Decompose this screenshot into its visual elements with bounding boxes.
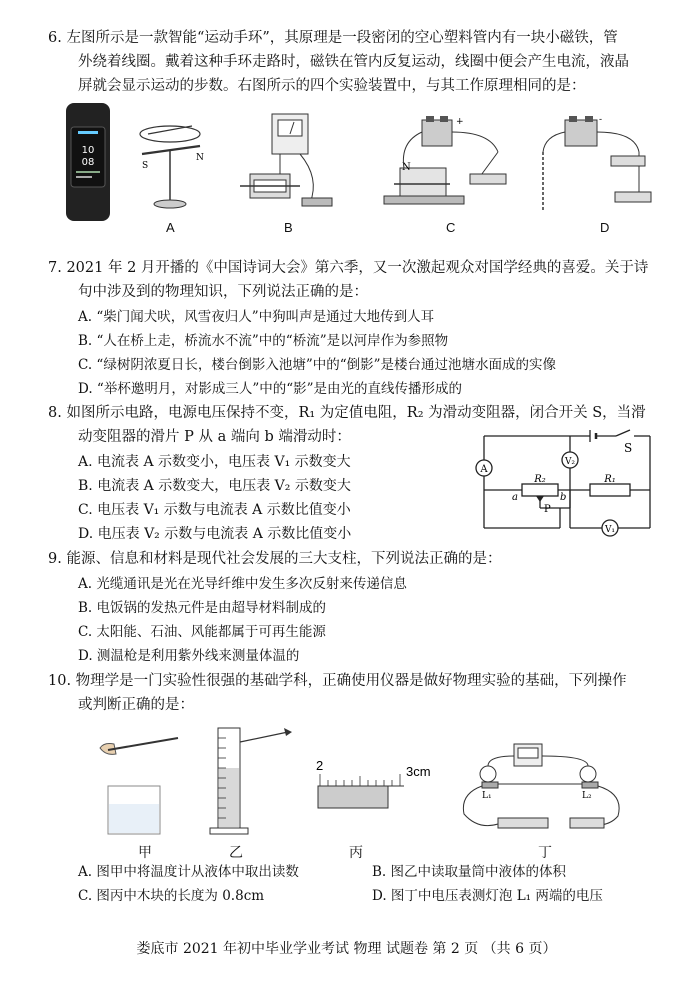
ruler-right-label: 3cm [406, 764, 431, 779]
q10-figure-label-bing: 丙 [349, 845, 363, 861]
q10-figure-bing-ruler [310, 756, 440, 816]
q9-option-a: A. 光缆通讯是光在光导纤维中发生多次反射来传递信息 [78, 576, 407, 592]
ammeter-label: A [480, 464, 488, 475]
band-time-hours: 10 [81, 145, 95, 156]
q8-option-b: B. 电流表 A 示数变大，电压表 V₂ 示数变大 [78, 478, 351, 494]
q10-option-c: C. 图丙中木块的长度为 0.8cm [78, 888, 265, 904]
q10-option-b: B. 图乙中读取量筒中液体的体积 [372, 864, 567, 880]
q10-stem-line1: 10. 物理学是一门实验性很强的基础学科，正确使用仪器是做好物理实验的基础，下列操作 [48, 673, 627, 689]
q8-option-d: D. 电压表 V₂ 示数与电流表 A 示数比值变小 [78, 526, 352, 542]
q7-stem-line2: 句中涉及到的物理知识，下列说法正确的是： [78, 284, 368, 300]
q9-option-d: D. 测温枪是利用紫外线来测量体温的 [78, 648, 300, 664]
battery-plus-label: + [456, 117, 464, 127]
q10-figure-jia-thermometer [94, 728, 184, 838]
q10-stem-line2: 或判断正确的是： [78, 697, 194, 713]
q8-option-a: A. 电流表 A 示数变小，电压表 V₁ 示数变大 [78, 454, 351, 470]
q10-figure-label-yi: 乙 [229, 845, 243, 861]
bulb-l1-label: L₁ [482, 791, 492, 801]
q10-figure-label-ding: 丁 [538, 845, 552, 861]
bulb-l2-label: L₂ [582, 791, 592, 801]
q10-figure-label-jia: 甲 [138, 845, 152, 861]
end-b-label: b [560, 492, 567, 503]
q10-figure-ding-circuit [458, 744, 628, 840]
q6-stem-line1: 6. 左图所示是一款智能“运动手环”，其原理是一段密闭的空心塑料管内有一块小磁铁，管 [48, 30, 618, 46]
q8-circuit-diagram [470, 428, 660, 544]
magnet-n-label: N [402, 162, 411, 173]
q7-option-b: B. “人在桥上走，桥流水不流”中的“桥流”是以河岸作为参照物 [78, 333, 449, 349]
q9-option-c: C. 太阳能、石油、风能都属于可再生能源 [78, 624, 326, 640]
compass-n-label: N [196, 153, 204, 163]
end-a-label: a [512, 492, 518, 503]
compass-s-label: S [142, 161, 149, 171]
slider-p-label: P [544, 504, 551, 515]
q10-figure-yi-cylinder [206, 724, 306, 840]
r2-label: R₂ [534, 474, 546, 485]
q6-option-label-a: A [166, 220, 175, 235]
switch-s-label: S [624, 441, 633, 455]
q6-option-label-b: B [284, 220, 293, 235]
band-time-minutes: 08 [81, 157, 95, 168]
q6-stem-line3: 屏就会显示运动的步数。右图所示的四个实验装置中，与其工作原理相同的是： [78, 78, 586, 94]
q10-option-d: D. 图丁中电压表测灯泡 L₁ 两端的电压 [372, 888, 603, 904]
q8-stem-line1: 8. 如图所示电路，电源电压保持不变，R₁ 为定值电阻，R₂ 为滑动变阻器，闭合开关 S，当滑 [48, 405, 646, 421]
q9-stem-line1: 9. 能源、信息和材料是现代社会发展的三大支柱，下列说法正确的是： [48, 551, 502, 567]
q8-option-c: C. 电压表 V₁ 示数与电流表 A 示数比值变小 [78, 502, 351, 518]
q6-figure-b-generator [240, 108, 340, 220]
q7-option-a: A. “柴门闻犬吠，风雪夜归人”中狗叫声是通过大地传到人耳 [78, 309, 435, 325]
battery-minus-label: - [599, 115, 603, 125]
q6-option-label-d: D [600, 220, 610, 235]
q8-stem-line2: 动变阻器的滑片 P 从 a 端向 b 端滑动时： [78, 429, 351, 445]
q7-option-c: C. “绿树阴浓夏日长，楼台倒影入池塘”中的“倒影”是楼台通过池塘水面成的实像 [78, 357, 557, 373]
q9-option-b: B. 电饭锅的发热元件是由超导材料制成的 [78, 600, 327, 616]
page-footer: 娄底市 2021 年初中毕业学业考试 物理 试题卷 第 2 页 （共 6 页） [136, 941, 557, 957]
q6-stem-line2: 外绕着线圈。戴着这种手环走路时，磁铁在管内反复运动，线圈中便会产生电流，液晶 [78, 54, 629, 70]
q7-option-d: D. “举杯邀明月，对影成三人”中的“影”是由光的直线传播形成的 [78, 381, 463, 397]
q6-figure-a-compass [130, 110, 210, 220]
q10-option-a: A. 图甲中将温度计从液体中取出读数 [78, 864, 299, 880]
voltmeter-v1-label: V₁ [604, 525, 616, 535]
smart-band-figure [64, 103, 114, 221]
r1-label: R₁ [604, 474, 616, 485]
q7-stem-line1: 7. 2021 年 2 月开播的《中国诗词大会》第六季，又一次激起观众对国学经典的喜爱。关于诗 [48, 260, 649, 276]
q6-figure-d-electromagnet [535, 112, 655, 222]
q6-figure-c-motor [380, 112, 510, 222]
voltmeter-v2-label: V₂ [564, 457, 576, 467]
ruler-left-label: 2 [316, 758, 324, 773]
q6-option-label-c: C [446, 220, 456, 235]
